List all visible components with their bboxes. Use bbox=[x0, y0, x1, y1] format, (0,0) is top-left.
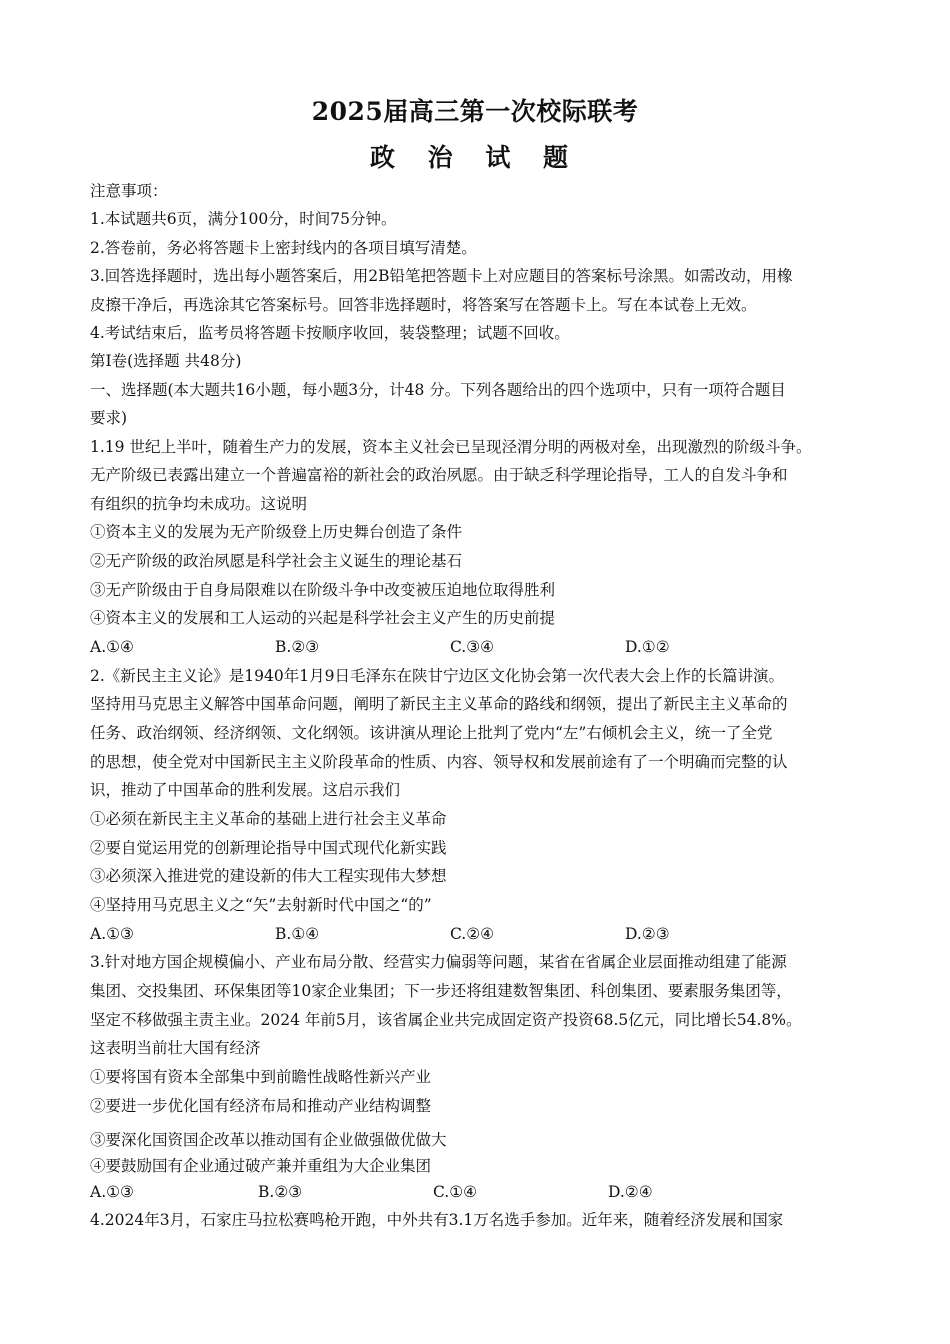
question-2-statement: ④坚持用马克思主义之“矢”去射新时代中国之“的” bbox=[90, 896, 432, 914]
question-1-statement: ④资本主义的发展和工人运动的兴起是科学社会主义产生的历史前提 bbox=[90, 609, 556, 627]
question-3-stem: 坚定不移做强主责主业。2024 年前5月，该省属企业共完成固定资产投资68.5亿元，同比增长54.8%。 bbox=[90, 1011, 802, 1029]
question-2-statement: ③必须深入推进党的建设新的伟大工程实现伟大梦想 bbox=[90, 867, 447, 885]
note-item: 4.考试结束后，监考员将答题卡按顺序收回，装袋整理；试题不回收。 bbox=[90, 324, 570, 342]
question-3-option-b: B.②③ bbox=[258, 1183, 303, 1201]
question-3-statement: ②要进一步优化国有经济布局和推动产业结构调整 bbox=[90, 1097, 432, 1115]
question-2-option-c: C.②④ bbox=[450, 925, 495, 943]
question-2-stem: 识，推动了中国革命的胜利发展。这启示我们 bbox=[90, 781, 401, 799]
question-1-stem: 1.19 世纪上半叶，随着生产力的发展，资本主义社会已呈现泾渭分明的两极对垒，出现激烈的阶级斗争。 bbox=[90, 438, 812, 456]
question-2-option-b: B.①④ bbox=[275, 925, 320, 943]
question-2-stem: 的思想，使全党对中国新民主主义阶段革命的性质、内容、领导权和发展前途有了一个明确而完整的认 bbox=[90, 753, 788, 771]
question-2-stem: 坚持用马克思主义解答中国革命问题，阐明了新民主主义革命的路线和纲领，提出了新民主主义革命的 bbox=[90, 695, 788, 713]
question-2-statement: ②要自觉运用党的创新理论指导中国式现代化新实践 bbox=[90, 839, 447, 857]
question-1-option-d: D.①② bbox=[625, 638, 670, 656]
question-3-statement: ③要深化国资国企改革以推动国有企业做强做优做大 bbox=[90, 1131, 447, 1149]
notes-heading: 注意事项： bbox=[90, 182, 168, 200]
question-2-stem: 2.《新民主主义论》是1940年1月9日毛泽东在陕甘宁边区文化协会第一次代表大会上作的长篇讲演。 bbox=[90, 667, 784, 685]
subject-title: 政 治 试 题 bbox=[369, 143, 581, 172]
question-1-option-b: B.②③ bbox=[275, 638, 320, 656]
question-3-stem: 集团、交投集团、环保集团等10家企业集团；下一步还将组建数智集团、科创集团、要素服务集团等， bbox=[90, 982, 792, 1000]
note-item: 1.本试题共6页，满分100分，时间75分钟。 bbox=[90, 210, 397, 228]
question-1-option-c: C.③④ bbox=[450, 638, 495, 656]
note-item: 2.答卷前，务必将答题卡上密封线内的各项目填写清楚。 bbox=[90, 239, 477, 257]
question-1-stem: 无产阶级已表露出建立一个普遍富裕的新社会的政治夙愿。由于缺乏科学理论指导，工人的自发斗争和 bbox=[90, 466, 788, 484]
question-3-stem: 这表明当前壮大国有经济 bbox=[90, 1039, 261, 1057]
exam-title: 2025届高三第一次校际联考 bbox=[311, 97, 639, 126]
question-1-statement: ③无产阶级由于自身局限难以在阶级斗争中改变被压迫地位取得胜利 bbox=[90, 581, 556, 599]
question-1-statement: ②无产阶级的政治夙愿是科学社会主义诞生的理论基石 bbox=[90, 552, 463, 570]
note-item: 3.回答选择题时，选出每小题答案后，用2B铅笔把答题卡上对应题目的答案标号涂黑。如需改动，用橡 bbox=[90, 267, 793, 285]
question-1-statement: ①资本主义的发展为无产阶级登上历史舞台创造了条件 bbox=[90, 523, 463, 541]
question-3-statement: ④要鼓励国有企业通过破产兼并重组为大企业集团 bbox=[90, 1157, 432, 1175]
question-1-option-a: A.①④ bbox=[90, 638, 134, 656]
note-item: 皮擦干净后，再选涂其它答案标号。回答非选择题时，将答案写在答题卡上。写在本试卷上无效。 bbox=[90, 296, 757, 314]
question-3-statement: ①要将国有资本全部集中到前瞻性战略性新兴产业 bbox=[90, 1068, 432, 1086]
part-instructions: 要求) bbox=[90, 409, 128, 427]
question-3-option-a: A.①③ bbox=[90, 1183, 134, 1201]
volume-heading: 第Ⅰ卷(选择题 共48分) bbox=[90, 352, 242, 370]
question-3-option-c: C.①④ bbox=[433, 1183, 478, 1201]
question-3-option-d: D.②④ bbox=[608, 1183, 653, 1201]
part-instructions: 一、选择题(本大题共16小题，每小题3分，计48 分。下列各题给出的四个选项中，只有一项符合题目 bbox=[90, 381, 786, 399]
question-2-option-d: D.②③ bbox=[625, 925, 670, 943]
question-4-stem: 4.2024年3月，石家庄马拉松赛鸣枪开跑，中外共有3.1万名选手参加。近年来，随着经济发展和国家 bbox=[90, 1211, 784, 1229]
question-3-stem: 3.针对地方国企规模偏小、产业布局分散、经营实力偏弱等问题，某省在省属企业层面推动组建了能源 bbox=[90, 953, 787, 971]
question-2-stem: 任务、政治纲领、经济纲领、文化纲领。该讲演从理论上批判了党内“左”右倾机会主义，统一了全党 bbox=[90, 724, 773, 742]
question-2-statement: ①必须在新民主主义革命的基础上进行社会主义革命 bbox=[90, 810, 447, 828]
question-2-option-a: A.①③ bbox=[90, 925, 134, 943]
question-1-stem: 有组织的抗争均未成功。这说明 bbox=[90, 495, 308, 513]
